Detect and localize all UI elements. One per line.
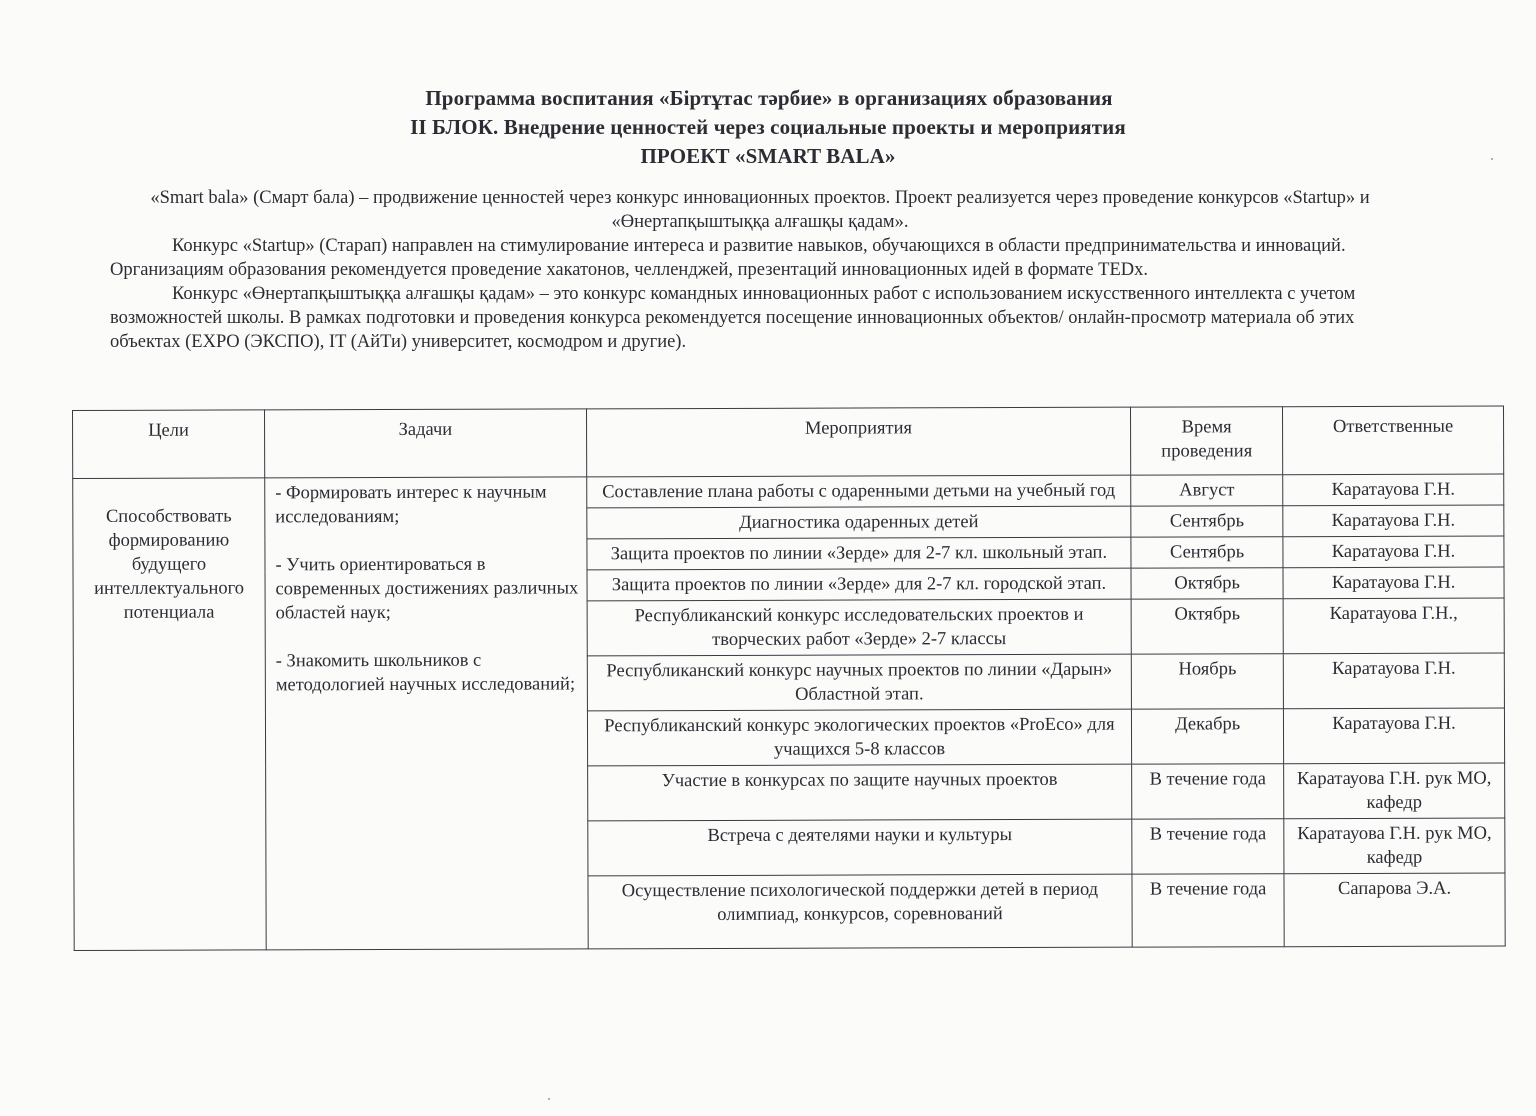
- event-cell: Республиканский конкурс научных проектов по линии «Дарын» Областной этап.: [587, 654, 1132, 711]
- scan-speck: [548, 1098, 550, 1100]
- tasks-cell: [265, 477, 588, 950]
- goal-cell: Способствовать формированию будущего интеллектуального потенциала: [73, 478, 266, 951]
- program-title: Программа воспитания «Біртұтас тәрбие» в организациях образования: [425, 86, 1113, 110]
- responsible-cell: Каратауова Г.Н.: [1283, 505, 1504, 537]
- responsible-cell: Каратауова Г.Н. рук МО, кафедр: [1284, 763, 1505, 819]
- time-cell: Декабрь: [1132, 709, 1284, 764]
- time-cell: Сентябрь: [1131, 506, 1283, 537]
- time-cell: Октябрь: [1131, 568, 1283, 599]
- event-cell: Защита проектов по линии «Зерде» для 2-7 кл. школьный этап.: [587, 537, 1132, 570]
- time-cell: В течение года: [1132, 874, 1284, 947]
- time-cell: В течение года: [1132, 764, 1284, 819]
- task-item: - Формировать интерес к научным исследованиям;: [275, 482, 547, 528]
- intro-paragraph-smart-bala: «Smart bala» (Смарт бала) – продвижение ценностей через конкурс инновационных проектов. Проект реализуется через проведение конкурсов «Startup» и «Өнертапқыштыққа алғашқы қадам».: [150, 188, 1370, 232]
- event-cell: Осуществление психологической поддержки детей в период олимпиад, конкурсов, соревнований: [588, 874, 1133, 949]
- header-responsible: Ответственные: [1283, 406, 1504, 475]
- intro-paragraph-startup: Конкурс «Startup» (Старап) направлен на стимулирование интереса и развитие навыков, обучающихся в области предпринимательства и инноваций. Организациям образования рекомендуется проведение хакатонов, челленджей, презентаций инновационных идей в формате TEDx.: [110, 236, 1346, 280]
- event-cell: Встреча с деятелями науки и культуры: [587, 819, 1132, 876]
- activities-table: [72, 406, 1506, 951]
- scan-speck: [1491, 158, 1493, 160]
- responsible-cell: Каратауова Г.Н.,: [1283, 598, 1504, 654]
- header-goals: Цели: [73, 410, 265, 479]
- header-events: Мероприятия: [586, 407, 1131, 477]
- time-cell: Октябрь: [1131, 599, 1283, 654]
- task-item: - Знакомить школьников с методологией научных исследований;: [275, 650, 576, 696]
- responsible-cell: Каратауова Г.Н.: [1283, 474, 1504, 506]
- task-item: - Учить ориентироваться в современных достижениях различных областей наук;: [275, 554, 579, 624]
- time-cell: В течение года: [1132, 819, 1284, 874]
- responsible-cell: Сапарова Э.А.: [1284, 873, 1505, 947]
- event-cell: Республиканский конкурс экологических проектов «ProEco» для учащихся 5-8 классов: [587, 709, 1132, 766]
- time-cell: Ноябрь: [1131, 654, 1283, 709]
- header-tasks: Задачи: [264, 409, 586, 478]
- header-time: Время проведения: [1131, 407, 1283, 475]
- responsible-cell: Каратауова Г.Н. рук МО, кафедр: [1284, 818, 1505, 874]
- event-cell: Республиканский конкурс исследовательских проектов и творческих работ «Зерде» 2-7 классы: [587, 599, 1132, 656]
- event-cell: Участие в конкурсах по защите научных проектов: [587, 764, 1132, 821]
- time-cell: Сентябрь: [1131, 537, 1283, 568]
- block-title: II БЛОК. Внедрение ценностей через социальные проекты и мероприятия: [410, 115, 1126, 139]
- event-cell: Диагностика одаренных детей: [587, 506, 1132, 539]
- responsible-cell: Каратауова Г.Н.: [1283, 536, 1504, 568]
- table-row: [73, 474, 1504, 509]
- table-header-row: [73, 406, 1504, 478]
- intro-paragraph-first-step: Конкурс «Өнертапқыштыққа алғашқы қадам» – это конкурс командных инновационных работ с использованием искусственного интеллекта с учетом возможностей школы. В рамках подготовки и проведения конкурса рекомендуется посещение инновационных объектов/ онлайн-просмотр материала об этих объектах (EXPO (ЭКСПО), IT (АйТи) университет, космодром и другие).: [110, 284, 1356, 352]
- document-header: [0, 84, 1536, 171]
- project-title: ПРОЕКТ «SMART BALA»: [640, 144, 896, 168]
- time-cell: Август: [1131, 475, 1283, 506]
- event-cell: Защита проектов по линии «Зерде» для 2-7 кл. городской этап.: [587, 568, 1132, 601]
- responsible-cell: Каратауова Г.Н.: [1283, 567, 1504, 599]
- responsible-cell: Каратауова Г.Н.: [1284, 708, 1505, 764]
- event-cell: Составление плана работы с одаренными детьми на учебный год: [586, 475, 1131, 508]
- responsible-cell: Каратауова Г.Н.: [1283, 653, 1504, 709]
- intro-text: [110, 186, 1410, 354]
